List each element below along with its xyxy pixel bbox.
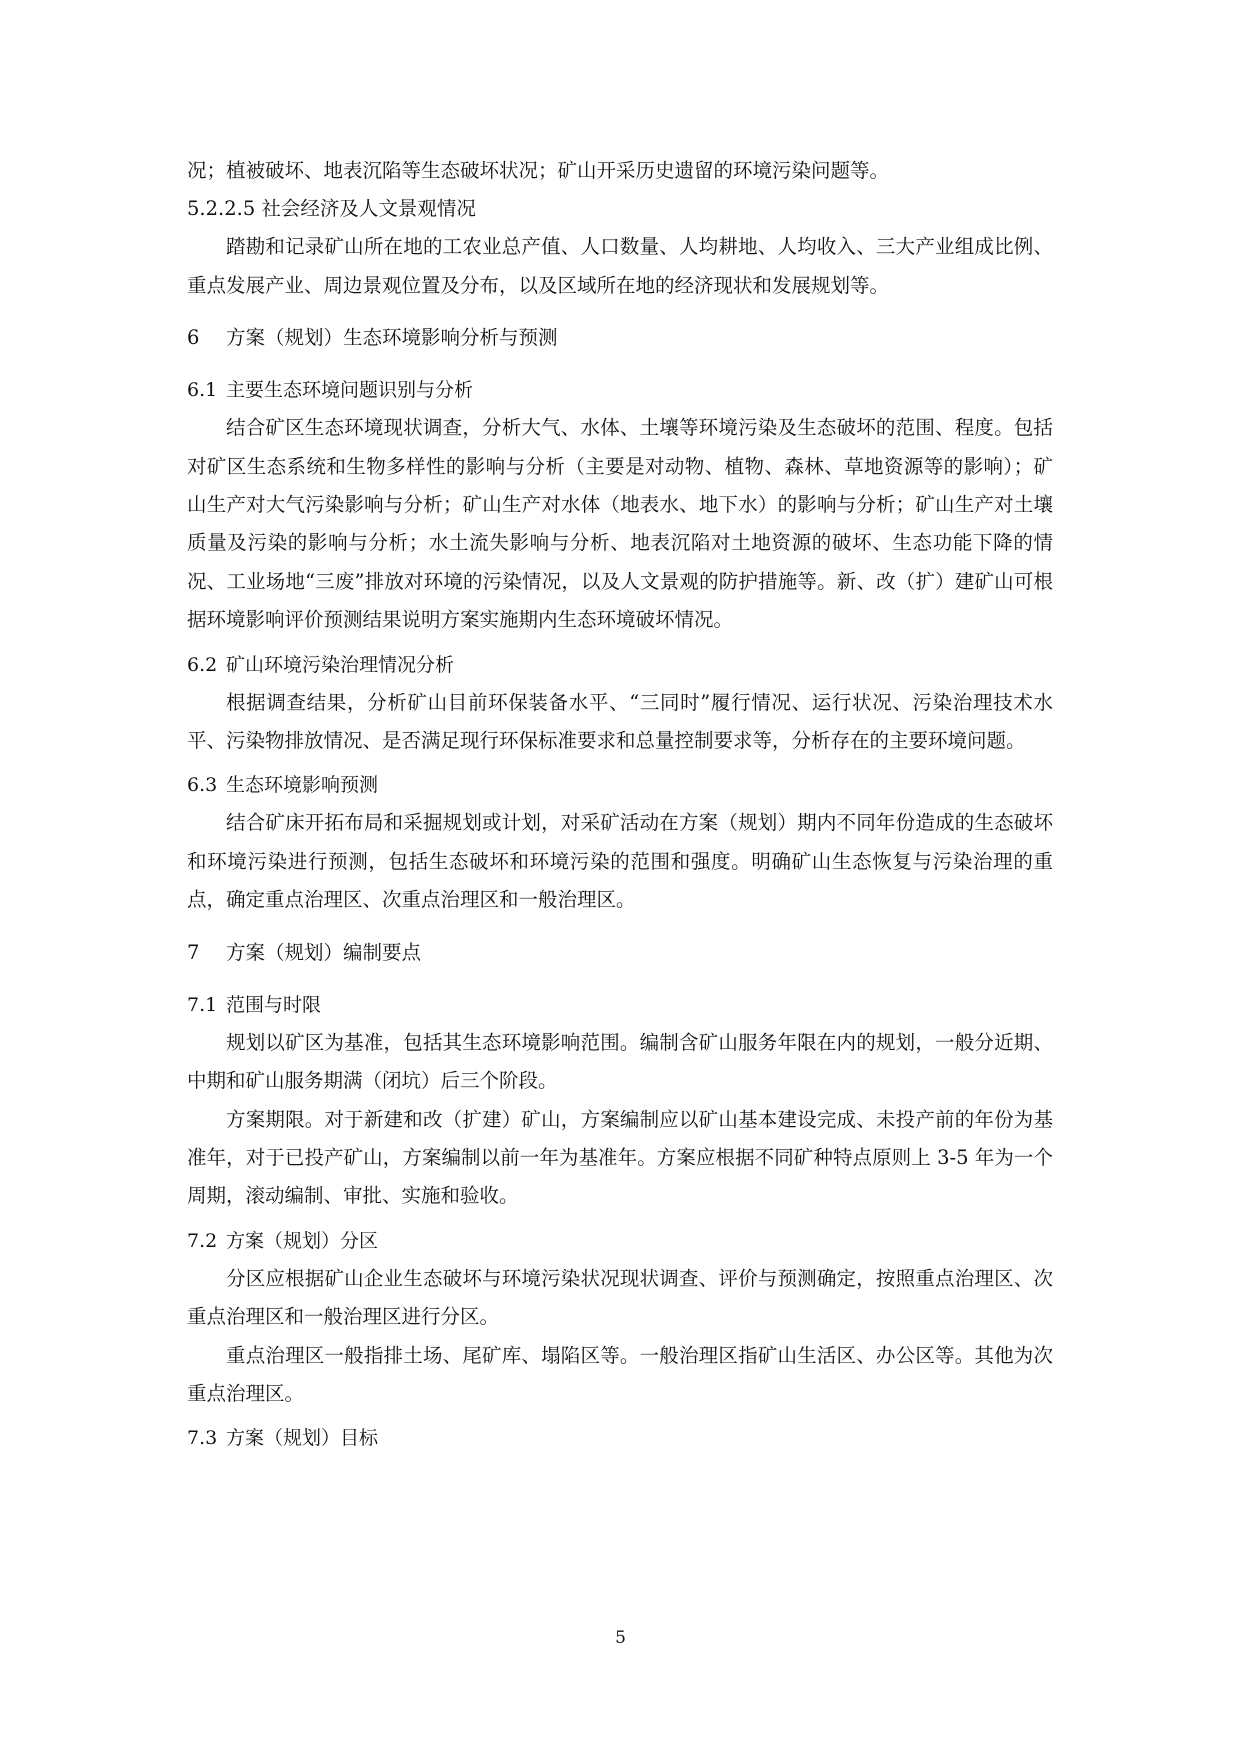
- section-number: 7.1: [187, 993, 218, 1016]
- paragraph-7-1-a: 规划以矿区为基准，包括其生态环境影响范围。编制含矿山服务年限在内的规划，一般分近期、中期和矿山服务期满（闭坑）后三个阶段。: [187, 1030, 1053, 1093]
- paragraph-6-1: 结合矿区生态环境现状调查，分析大气、水体、土壤等环境污染及生态破坏的范围、程度。包括对矿区生态系统和生物多样性的影响与分析（主要是对动物、植物、森林、草地资源等的影响）；矿山生产对大气污染影响与分析；矿山生产对水体（地表水、地下水）的影响与分析；矿山生产对土壤质量及污染的影响与分析；水土流失影响与分析、地表沉陷对土地资源的破坏、生态功能下降的情况、工业场地“三废”排放对环境的污染情况，以及人文景观的防护措施等。新、改（扩）建矿山可根据环境影响评价预测结果说明方案实施期内生态环境破坏情况。: [187, 416, 1053, 632]
- section-number: 7: [187, 940, 200, 964]
- paragraph-7-1-b: 方案期限。对于新建和改（扩建）矿山，方案编制应以矿山基本建设完成、未投产前的年份为基准年，对于已投产矿山，方案编制以前一年为基准年。方案应根据不同矿种特点原则上 3-5 年为一个周期，滚动编制、审批、实施和验收。: [187, 1107, 1053, 1208]
- heading-6-3: [187, 766, 1053, 804]
- paragraph-7-2-a: 分区应根据矿山企业生态破坏与环境污染状况现状调查、评价与预测确定，按照重点治理区、次重点治理区和一般治理区进行分区。: [187, 1266, 1053, 1329]
- section-number: 7.3: [187, 1427, 218, 1450]
- heading-7-2: [187, 1222, 1053, 1260]
- heading-5-2-2-5: 5.2.2.5 社会经济及人文景观情况: [187, 197, 476, 221]
- section-number: 6.2: [187, 653, 218, 676]
- paragraph-5-2-2-5: 踏勘和记录矿山所在地的工农业总产值、人口数量、人均耕地、人均收入、三大产业组成比例、重点发展产业、周边景观位置及分布，以及区域所在地的经济现状和发展规划等。: [187, 235, 1053, 297]
- page-body: [187, 152, 1053, 1457]
- heading-6-2: [187, 646, 1053, 684]
- section-number: 6.3: [187, 774, 218, 797]
- section-number: 7.2: [187, 1229, 218, 1252]
- section-title: 方案（规划）生态环境影响分析与预测: [226, 326, 558, 350]
- section-title: 主要生态环境问题识别与分析: [226, 379, 474, 402]
- section-title: 方案（规划）目标: [226, 1427, 379, 1450]
- heading-section-7: [187, 934, 1053, 972]
- section-number: 6: [187, 326, 200, 350]
- section-title: 生态环境影响预测: [226, 774, 379, 797]
- section-title: 方案（规划）分区: [226, 1229, 379, 1252]
- continued-paragraph: 况；植被破坏、地表沉陷等生态破坏状况；矿山开采历史遗留的环境污染问题等。: [187, 159, 890, 182]
- heading-section-6: [187, 319, 1053, 357]
- heading-7-3: [187, 1419, 1053, 1457]
- section-title: 方案（规划）编制要点: [226, 940, 422, 964]
- heading-6-1: [187, 371, 1053, 409]
- paragraph-6-3: 结合矿床开拓布局和采掘规划或计划，对采矿活动在方案（规划）期内不同年份造成的生态破坏和环境污染进行预测，包括生态破坏和环境污染的范围和强度。明确矿山生态恢复与污染治理的重点，确定重点治理区、次重点治理区和一般治理区。: [187, 811, 1053, 912]
- paragraph-6-2: 根据调查结果，分析矿山目前环保装备水平、“三同时”履行情况、运行状况、污染治理技术水平、污染物排放情况、是否满足现行环保标准要求和总量控制要求等，分析存在的主要环境问题。: [187, 690, 1053, 753]
- section-number: 6.1: [187, 379, 218, 402]
- heading-7-1: [187, 986, 1053, 1024]
- page-number: 5: [615, 1628, 626, 1648]
- section-title: 范围与时限: [226, 993, 322, 1016]
- paragraph-7-2-b: 重点治理区一般指排土场、尾矿库、塌陷区等。一般治理区指矿山生活区、办公区等。其他为次重点治理区。: [187, 1343, 1053, 1405]
- section-title: 矿山环境污染治理情况分析: [226, 653, 455, 676]
